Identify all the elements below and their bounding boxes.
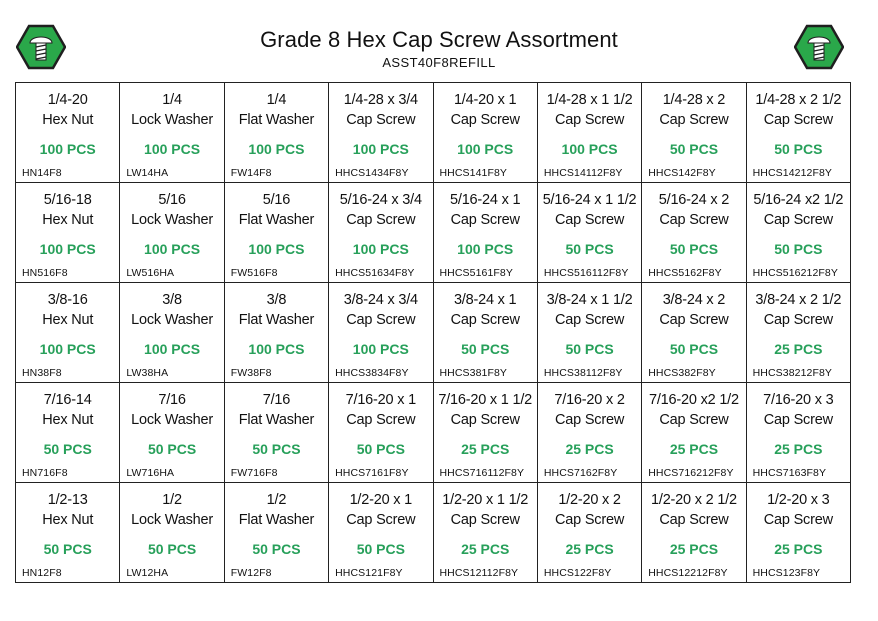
item-code: HN12F8 xyxy=(22,567,62,579)
item-type: Hex Nut xyxy=(42,412,94,428)
item-code: HN716F8 xyxy=(22,467,68,479)
item-size: 3/8 xyxy=(162,292,182,308)
item-code: HHCS5161F8Y xyxy=(439,267,513,279)
item-size: 1/4 xyxy=(162,92,182,108)
item-quantity: 25 PCS xyxy=(774,341,823,357)
item-quantity: 100 PCS xyxy=(248,241,305,257)
item-code: HHCS12212F8Y xyxy=(648,567,728,579)
grid-cell xyxy=(747,383,851,483)
item-quantity: 100 PCS xyxy=(352,341,409,357)
item-quantity: 100 PCS xyxy=(352,141,409,157)
item-quantity: 50 PCS xyxy=(356,441,405,457)
grid-cell xyxy=(538,383,642,483)
item-code: HHCS1434F8Y xyxy=(335,167,409,179)
item-type: Cap Screw xyxy=(659,112,729,128)
item-type: Hex Nut xyxy=(42,312,94,328)
item-size: 3/8-24 x 2 1/2 xyxy=(755,292,842,308)
item-quantity: 25 PCS xyxy=(461,441,510,457)
item-type: Cap Screw xyxy=(659,412,729,428)
item-size: 1/2-20 x 1 1/2 xyxy=(442,492,529,508)
item-code: HN38F8 xyxy=(22,367,62,379)
grid-cell xyxy=(747,83,851,183)
item-quantity: 100 PCS xyxy=(144,141,201,157)
grid-cell xyxy=(120,83,224,183)
item-quantity: 50 PCS xyxy=(669,241,719,257)
item-quantity: 50 PCS xyxy=(356,541,405,557)
item-size: 7/16-20 x 2 xyxy=(554,392,625,408)
item-quantity: 50 PCS xyxy=(461,341,510,357)
item-type: Cap Screw xyxy=(659,312,729,328)
item-quantity: 50 PCS xyxy=(252,541,301,557)
item-size: 3/8-24 x 3/4 xyxy=(343,292,418,308)
item-code: LW516HA xyxy=(126,267,175,279)
item-quantity: 25 PCS xyxy=(774,441,823,457)
item-quantity: 25 PCS xyxy=(669,441,719,457)
item-size: 7/16-14 xyxy=(43,392,92,408)
item-quantity: 100 PCS xyxy=(561,141,618,157)
item-type: Hex Nut xyxy=(42,112,94,128)
item-quantity: 50 PCS xyxy=(565,241,614,257)
item-size: 1/4-28 x 2 xyxy=(662,92,726,108)
item-code: HHCS142F8Y xyxy=(648,167,716,179)
item-size: 5/16 xyxy=(158,192,186,208)
item-size: 7/16-20 x2 1/2 xyxy=(648,392,739,408)
item-type: Lock Washer xyxy=(131,212,213,228)
item-size: 1/2-20 x 2 1/2 xyxy=(651,492,737,508)
item-code: HHCS516112F8Y xyxy=(543,267,629,279)
item-type: Flat Washer xyxy=(238,412,315,428)
item-size: 5/16-24 x 1 1/2 xyxy=(542,192,637,208)
item-code: HHCS7162F8Y xyxy=(543,467,618,479)
grid-cell xyxy=(329,283,433,383)
grid-cell xyxy=(642,483,746,583)
item-code: LW14HA xyxy=(126,167,169,179)
grid-cell xyxy=(747,183,851,283)
item-quantity: 100 PCS xyxy=(352,241,409,257)
grid-cell xyxy=(120,383,224,483)
item-quantity: 50 PCS xyxy=(43,441,92,457)
assortment-grid xyxy=(15,82,851,583)
item-quantity: 100 PCS xyxy=(39,241,96,257)
item-code: HHCS381F8Y xyxy=(439,367,508,379)
item-code: FW14F8 xyxy=(230,167,272,179)
item-quantity: 100 PCS xyxy=(39,341,96,357)
item-quantity: 25 PCS xyxy=(774,541,823,557)
item-size: 1/4-28 x 1 1/2 xyxy=(546,92,633,108)
item-size: 5/16 xyxy=(262,192,291,208)
item-type: Cap Screw xyxy=(450,312,520,328)
grid-cell xyxy=(538,483,642,583)
item-type: Flat Washer xyxy=(238,512,315,528)
item-type: Lock Washer xyxy=(131,312,213,328)
grid-cell xyxy=(642,283,746,383)
item-size: 1/4 xyxy=(266,92,287,108)
item-type: Cap Screw xyxy=(450,512,520,528)
item-type: Cap Screw xyxy=(763,412,833,428)
grid-cell xyxy=(225,383,329,483)
grid-cell xyxy=(434,283,538,383)
grid-cell xyxy=(329,483,433,583)
item-code: HHCS14112F8Y xyxy=(543,167,623,179)
item-size: 1/4-28 x 2 1/2 xyxy=(755,92,842,108)
item-size: 3/8-24 x 2 xyxy=(662,292,726,308)
item-size: 5/16-24 x 3/4 xyxy=(339,192,422,208)
item-quantity: 50 PCS xyxy=(565,341,614,357)
grid-cell xyxy=(16,283,120,383)
grid-cell xyxy=(434,383,538,483)
grid-cell xyxy=(329,383,433,483)
item-type: Flat Washer xyxy=(238,112,315,128)
item-quantity: 50 PCS xyxy=(147,541,197,557)
item-code: FW12F8 xyxy=(230,567,272,579)
item-code: HHCS14212F8Y xyxy=(752,167,833,179)
grid-cell xyxy=(120,183,224,283)
item-type: Cap Screw xyxy=(763,512,833,528)
item-size: 5/16-18 xyxy=(43,192,92,208)
item-quantity: 25 PCS xyxy=(669,541,719,557)
grid-cell xyxy=(16,383,120,483)
item-size: 1/4-28 x 3/4 xyxy=(343,92,418,108)
item-type: Cap Screw xyxy=(555,212,625,228)
item-code: HHCS716212F8Y xyxy=(648,467,734,479)
grid-cell xyxy=(538,183,642,283)
item-size: 5/16-24 x 2 xyxy=(658,192,730,208)
item-size: 3/8-16 xyxy=(47,292,88,308)
item-size: 7/16-20 x 3 xyxy=(763,392,834,408)
item-size: 7/16 xyxy=(158,392,186,408)
item-code: FW516F8 xyxy=(230,267,278,279)
grid-cell xyxy=(120,483,224,583)
item-size: 7/16 xyxy=(262,392,291,408)
item-type: Cap Screw xyxy=(450,212,520,228)
grid-cell xyxy=(225,483,329,583)
item-quantity: 25 PCS xyxy=(461,541,510,557)
item-type: Cap Screw xyxy=(659,512,729,528)
grid-cell xyxy=(747,283,851,383)
item-type: Hex Nut xyxy=(42,512,94,528)
item-size: 7/16-20 x 1 xyxy=(345,392,416,408)
item-size: 5/16-24 x2 1/2 xyxy=(753,192,844,208)
grid-cell xyxy=(434,83,538,183)
item-type: Cap Screw xyxy=(555,112,625,128)
item-code: HHCS382F8Y xyxy=(648,367,716,379)
item-size: 7/16-20 x 1 1/2 xyxy=(438,392,533,408)
item-quantity: 25 PCS xyxy=(565,541,614,557)
item-code: HHCS38112F8Y xyxy=(543,367,623,379)
item-quantity: 100 PCS xyxy=(144,341,201,357)
item-code: HN516F8 xyxy=(22,267,68,279)
item-quantity: 100 PCS xyxy=(39,141,96,157)
item-code: HHCS5162F8Y xyxy=(648,267,722,279)
item-code: HHCS122F8Y xyxy=(543,567,612,579)
item-type: Lock Washer xyxy=(131,512,213,528)
item-code: LW12HA xyxy=(126,567,169,579)
item-size: 1/2-13 xyxy=(47,492,88,508)
item-quantity: 50 PCS xyxy=(774,241,823,257)
item-quantity: 100 PCS xyxy=(457,141,514,157)
item-quantity: 100 PCS xyxy=(248,141,305,157)
item-quantity: 50 PCS xyxy=(43,541,92,557)
item-size: 1/2-20 x 2 xyxy=(558,492,621,508)
grid-cell xyxy=(642,83,746,183)
item-size: 1/2-20 x 1 xyxy=(349,492,413,508)
item-type: Cap Screw xyxy=(346,412,416,428)
item-code: HHCS141F8Y xyxy=(439,167,508,179)
item-size: 1/2-20 x 3 xyxy=(767,492,830,508)
grid-cell xyxy=(16,83,120,183)
item-quantity: 50 PCS xyxy=(669,341,719,357)
item-quantity: 50 PCS xyxy=(147,441,197,457)
grid-cell xyxy=(642,183,746,283)
item-size: 1/4-20 xyxy=(47,92,88,108)
item-type: Flat Washer xyxy=(238,212,315,228)
item-type: Cap Screw xyxy=(555,512,625,528)
item-quantity: 100 PCS xyxy=(248,341,305,357)
item-code: HHCS516212F8Y xyxy=(752,267,838,279)
item-type: Lock Washer xyxy=(131,412,213,428)
item-size: 3/8 xyxy=(266,292,287,308)
item-code: HN14F8 xyxy=(22,167,62,179)
grid-cell xyxy=(434,483,538,583)
item-type: Cap Screw xyxy=(450,412,520,428)
grid-cell xyxy=(747,483,851,583)
grid-cell xyxy=(16,183,120,283)
item-type: Cap Screw xyxy=(763,212,833,228)
item-code: FW38F8 xyxy=(230,367,272,379)
item-code: HHCS121F8Y xyxy=(335,567,403,579)
item-code: HHCS7163F8Y xyxy=(752,467,827,479)
item-type: Cap Screw xyxy=(346,212,416,228)
item-type: Cap Screw xyxy=(763,312,833,328)
item-type: Cap Screw xyxy=(346,112,416,128)
item-type: Lock Washer xyxy=(131,112,213,128)
item-code: HHCS123F8Y xyxy=(752,567,821,579)
grid-cell xyxy=(642,383,746,483)
item-type: Hex Nut xyxy=(42,212,94,228)
item-size: 1/2 xyxy=(162,492,182,508)
item-type: Cap Screw xyxy=(659,212,729,228)
item-quantity: 100 PCS xyxy=(457,241,514,257)
item-type: Cap Screw xyxy=(346,512,416,528)
grid-cell xyxy=(225,283,329,383)
grid-cell xyxy=(434,183,538,283)
item-size: 1/4-20 x 1 xyxy=(453,92,517,108)
grid-cell xyxy=(120,283,224,383)
grid-cell xyxy=(16,483,120,583)
item-type: Cap Screw xyxy=(555,312,625,328)
item-code: HHCS51634F8Y xyxy=(335,267,415,279)
item-code: LW38HA xyxy=(126,367,169,379)
item-type: Cap Screw xyxy=(555,412,625,428)
item-quantity: 25 PCS xyxy=(565,441,614,457)
item-quantity: 100 PCS xyxy=(144,241,201,257)
grid-cell xyxy=(538,83,642,183)
item-code: HHCS3834F8Y xyxy=(335,367,409,379)
item-size: 1/2 xyxy=(266,492,287,508)
item-type: Cap Screw xyxy=(763,112,833,128)
page-title: Grade 8 Hex Cap Screw Assortment xyxy=(260,27,618,52)
item-code: HHCS38212F8Y xyxy=(752,367,833,379)
item-type: Cap Screw xyxy=(346,312,416,328)
kit-code: ASST40F8REFILL xyxy=(382,55,496,70)
item-code: HHCS7161F8Y xyxy=(335,467,409,479)
item-code: LW716HA xyxy=(126,467,175,479)
item-code: FW716F8 xyxy=(230,467,278,479)
item-size: 3/8-24 x 1 xyxy=(453,292,517,308)
item-code: HHCS716112F8Y xyxy=(439,467,525,479)
item-size: 3/8-24 x 1 1/2 xyxy=(546,292,633,308)
grid-cell xyxy=(329,183,433,283)
item-type: Cap Screw xyxy=(450,112,520,128)
item-code: HHCS12112F8Y xyxy=(439,567,519,579)
grid-cell xyxy=(225,83,329,183)
grid-cell xyxy=(538,283,642,383)
grid-cell xyxy=(225,183,329,283)
item-quantity: 50 PCS xyxy=(252,441,301,457)
item-size: 5/16-24 x 1 xyxy=(450,192,521,208)
item-quantity: 50 PCS xyxy=(774,141,823,157)
grid-cell xyxy=(329,83,433,183)
item-type: Flat Washer xyxy=(238,312,315,328)
item-quantity: 50 PCS xyxy=(669,141,719,157)
